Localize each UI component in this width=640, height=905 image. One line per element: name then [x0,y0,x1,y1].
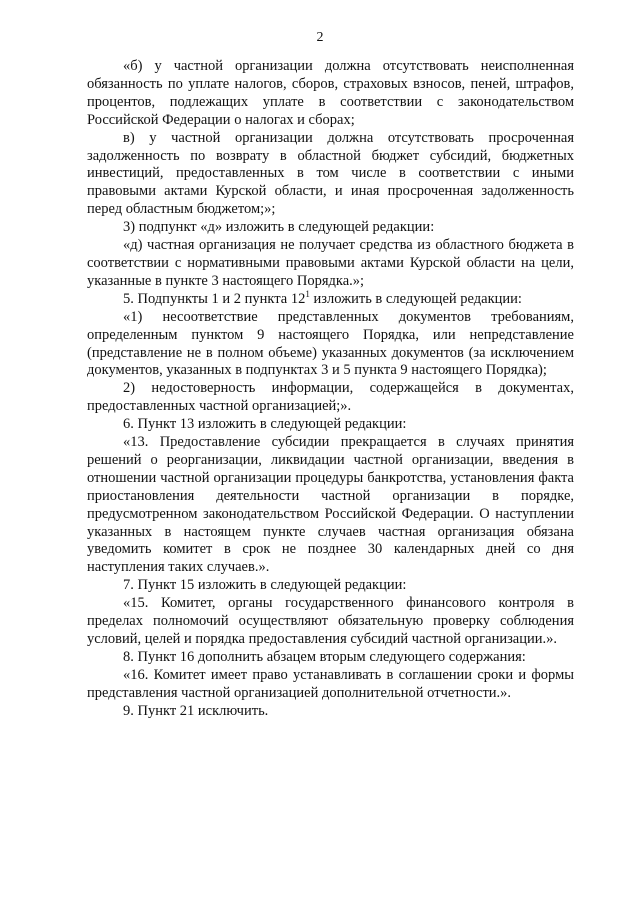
paragraph: «15. Комитет, органы государственного финансового контроля в пределах полномочий осуществляют обязательную проверку соблюдения условий, целей и порядка предоставления субсидий частной организации.». [87,595,574,647]
paragraph: 7. Пункт 15 изложить в следующей редакции: [123,577,407,594]
paragraph-text: 5. Подпункты 1 и 2 пункта 12 [123,290,306,307]
paragraph: в) у частной организации должна отсутствовать просроченная задолженность по возврату в областной бюджет субсидий, бюджетных инвестиций, предоставленных в том числе в соответствии с иными правовыми актами Курской области, и иная просроченная задолженность перед областным бюджетом;»; [87,129,574,218]
paragraph: 2) недостоверность информации, содержащейся в документах, предоставленных частной организацией;». [87,380,574,415]
paragraph: «1) несоответствие представленных документов требованиям, определенным пунктом 9 настоящего Порядка, или непредставление (представление не в полном объеме) указанных документов (за исключением документов, указанных в подпунктах 3 и 5 пункта 9 настоящего Порядка); [87,308,574,379]
document-body [87,58,574,721]
paragraph: «б) у частной организации должна отсутствовать неисполненная обязанность по уплате налогов, сборов, страховых взносов, пеней, штрафов, процентов, подлежащих уплате в соответствии с законодательством Российской Федерации о налогах и сборах; [87,58,574,128]
paragraph: 3) подпункт «д» изложить в следующей редакции: [123,219,435,236]
page-number: 2 [316,30,324,45]
paragraph: «13. Предоставление субсидии прекращается в случаях принятия решений о реорганизации, ликвидации частной организации, введения в отношении частной организации процедуры банкротства, установления факта приостановления деятельности частной организации в порядке, предусмотренном законодательством Российской Федерации. О наступлении указанных в настоящем пункте случаев частная организация обязана уведомить комитет в срок не позднее 30 календарных дней со дня наступления таких случаев.». [87,434,574,576]
paragraph: 8. Пункт 16 дополнить абзацем вторым следующего содержания: [123,648,526,665]
superscript: 1 [305,288,310,299]
paragraph: 9. Пункт 21 исключить. [123,702,269,719]
paragraph: 6. Пункт 13 изложить в следующей редакции: [123,416,407,433]
paragraph-text: изложить в следующей редакции: [309,290,522,307]
paragraph-item-5 [87,288,574,309]
paragraph: «16. Комитет имеет право устанавливать в соглашении сроки и формы представления частной организацией дополнительной отчетности.». [87,666,574,701]
paragraph: «д) частная организация не получает средства из областного бюджета в соответствии с нормативными правовыми актами Курской области на цели, указанные в пункте 3 настоящего Порядка.»; [87,237,574,289]
